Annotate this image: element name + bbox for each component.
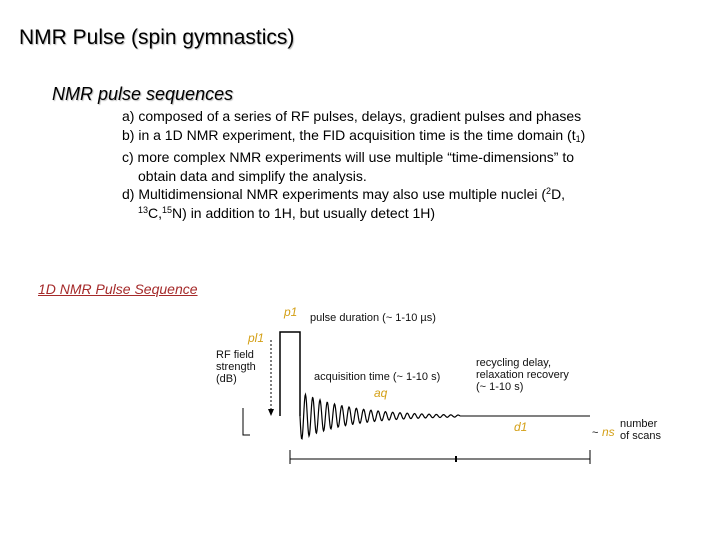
bullet-d-text-end: D, bbox=[551, 186, 566, 202]
bullet-b-subscript: 1 bbox=[575, 133, 581, 144]
pulse-sequence-svg bbox=[210, 296, 680, 466]
bullet-d-rest: N) in addition to 1H, but usually detect 1H) bbox=[172, 204, 436, 221]
scans-line1: number bbox=[620, 418, 658, 430]
rf-field-line2: strength bbox=[216, 361, 256, 373]
rf-strength-arrow-head bbox=[268, 409, 274, 416]
rf-field-line1: RF field bbox=[216, 349, 254, 361]
rf-field-label bbox=[216, 349, 259, 385]
ns-label: ns bbox=[602, 425, 615, 439]
fid-signal bbox=[300, 395, 460, 439]
bullet-d-sup-13: 13 bbox=[138, 204, 149, 215]
recycling-delay-label bbox=[476, 357, 572, 393]
rf-pulse-shape bbox=[280, 332, 300, 416]
bullet-d-c: C, bbox=[148, 204, 163, 221]
bullet-a: a) composed of a series of RF pulses, delays, gradient pulses and phases bbox=[122, 108, 582, 124]
bullet-d-line1 bbox=[122, 185, 682, 204]
acquisition-time-label: acquisition time (~ 1-10 s) bbox=[314, 371, 441, 383]
bullet-c-line1: c) more complex NMR experiments will use multiple “time-dimensions” to bbox=[122, 149, 575, 165]
aq-label: aq bbox=[374, 386, 388, 400]
number-of-scans-label bbox=[620, 418, 661, 442]
bullet-d-line2 bbox=[122, 204, 682, 223]
bullet-d-sup-2: 2 bbox=[546, 186, 552, 196]
ns-tilde: ~ bbox=[592, 427, 599, 439]
scans-line2: of scans bbox=[620, 430, 661, 442]
pulse-sequence-link[interactable]: 1D NMR Pulse Sequence bbox=[38, 281, 198, 297]
d1-label: d1 bbox=[514, 420, 528, 434]
bullet-c-line2: obtain data and simplify the analysis. bbox=[138, 167, 367, 184]
scan-bracket-left bbox=[243, 408, 250, 435]
rf-field-line3: (dB) bbox=[216, 373, 237, 385]
p1-label: p1 bbox=[284, 305, 298, 319]
recycling-line3: (~ 1-10 s) bbox=[476, 381, 524, 393]
bullet-b-close: ) bbox=[580, 126, 586, 143]
recycling-line1: recycling delay, bbox=[476, 357, 551, 369]
bullet-b-text: b) in a 1D NMR experiment, the FID acquisition time is the time domain (t bbox=[122, 126, 576, 143]
bullet-list bbox=[122, 107, 682, 222]
bullet-d-text: d) Multidimensional NMR experiments may also use multiple nuclei ( bbox=[122, 186, 547, 202]
slide-title: NMR Pulse (spin gymnastics) bbox=[19, 26, 295, 49]
bullet-b bbox=[122, 126, 682, 149]
slide-subtitle: NMR pulse sequences bbox=[52, 84, 234, 104]
pulse-duration-label: pulse duration (~ 1-10 µs) bbox=[310, 312, 436, 324]
pulse-sequence-diagram bbox=[210, 296, 680, 471]
pl1-label: pl1 bbox=[248, 331, 265, 345]
bullet-d-sup-15: 15 bbox=[162, 204, 173, 215]
recycling-line2: relaxation recovery bbox=[476, 369, 569, 381]
